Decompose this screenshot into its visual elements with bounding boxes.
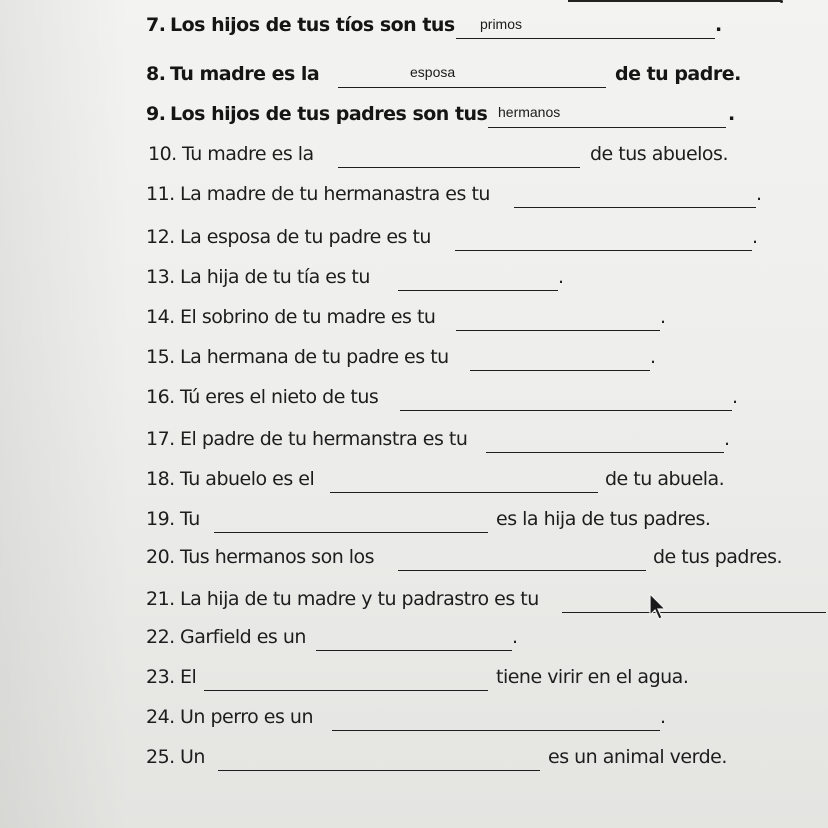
- item-period: .: [732, 386, 738, 408]
- worksheet-item: [0, 260, 828, 294]
- item-prompt: Tu abuelo es el: [180, 468, 315, 490]
- mouse-cursor-icon: [648, 593, 670, 621]
- worksheet-item: [0, 220, 828, 254]
- item-prompt: La esposa de tu padre es tu: [180, 226, 431, 248]
- item-number: 7.: [146, 14, 166, 36]
- answer-blank[interactable]: [338, 145, 580, 168]
- worksheet-item: [0, 582, 828, 616]
- item-period: .: [728, 103, 735, 125]
- answer-blank[interactable]: [456, 308, 660, 331]
- worksheet-item: [0, 177, 828, 211]
- item-prompt: El: [180, 666, 197, 688]
- item-number: 24.: [146, 706, 175, 728]
- answer-blank[interactable]: [204, 668, 488, 691]
- worksheet-item: [0, 462, 828, 496]
- item-prompt-continuation: es un animal verde.: [548, 746, 727, 768]
- handwritten-answer: hermanos: [498, 104, 561, 120]
- answer-blank[interactable]: [400, 388, 732, 411]
- worksheet-item: [0, 380, 828, 414]
- item-number: 15.: [146, 346, 175, 368]
- item-prompt: Tu madre es la: [182, 143, 314, 165]
- handwritten-answer: primos: [480, 16, 523, 32]
- item-prompt: La hermana de tu padre es tu: [180, 346, 449, 368]
- handwritten-answer: esposa: [410, 64, 456, 80]
- item-period: .: [715, 14, 722, 36]
- worksheet-item: [0, 660, 828, 694]
- item-number: 19.: [146, 508, 175, 530]
- item-prompt: La madre de tu hermanastra es tu: [180, 183, 490, 205]
- item-number: 9.: [146, 103, 166, 125]
- answer-blank[interactable]: [332, 708, 660, 731]
- answer-blank[interactable]: [514, 185, 756, 208]
- answer-blank[interactable]: [398, 548, 646, 571]
- item-prompt-continuation: de tus padres.: [653, 546, 783, 568]
- worksheet-item: [0, 137, 828, 171]
- item-prompt: Los hijos de tus padres son tus: [170, 103, 488, 125]
- item-period: .: [752, 226, 758, 248]
- answer-blank[interactable]: [486, 430, 724, 453]
- item-prompt: Tu madre es la: [170, 63, 320, 85]
- item-number: 18.: [146, 468, 175, 490]
- item-prompt: Garfield es un: [180, 626, 306, 648]
- answer-blank[interactable]: [455, 228, 752, 251]
- item-period: .: [558, 266, 564, 288]
- item-prompt: El padre de tu hermanstra es tu: [180, 428, 468, 450]
- answer-blank[interactable]: [338, 65, 606, 88]
- item-number: 10.: [148, 143, 177, 165]
- item-period: .: [724, 428, 730, 450]
- item-number: 25.: [146, 746, 175, 768]
- item-period: .: [660, 706, 666, 728]
- worksheet-item: [0, 540, 828, 574]
- worksheet-item: [0, 97, 828, 131]
- item-prompt: Un: [180, 746, 205, 768]
- item-number: 14.: [146, 306, 175, 328]
- answer-blank[interactable]: [330, 470, 598, 493]
- worksheet-item: [0, 8, 828, 42]
- worksheet-item: [0, 502, 828, 536]
- answer-blank[interactable]: [218, 748, 540, 771]
- item-period: .: [650, 346, 656, 368]
- item-prompt: La hija de tu tía es tu: [180, 266, 370, 288]
- item-number: 20.: [146, 546, 175, 568]
- previous-answer-period: [780, 0, 783, 3]
- item-number: 22.: [146, 626, 175, 648]
- item-prompt: Tú eres el nieto de tus: [180, 386, 379, 408]
- item-prompt: Un perro es un: [180, 706, 313, 728]
- previous-answer-line: [568, 0, 782, 2]
- answer-blank[interactable]: [398, 268, 558, 291]
- answer-blank[interactable]: [562, 590, 826, 613]
- answer-blank[interactable]: [214, 510, 488, 533]
- item-number: 23.: [146, 666, 175, 688]
- worksheet-item: [0, 300, 828, 334]
- item-prompt-continuation: es la hija de tus padres.: [496, 508, 711, 530]
- worksheet-item: [0, 620, 828, 654]
- item-number: 16.: [146, 386, 175, 408]
- item-period: .: [756, 183, 762, 205]
- answer-blank[interactable]: [470, 348, 650, 371]
- item-prompt: Tus hermanos son los: [180, 546, 375, 568]
- item-number: 17.: [146, 428, 175, 450]
- item-prompt-continuation: tiene virir en el agua.: [496, 666, 689, 688]
- item-period: .: [512, 626, 518, 648]
- item-number: 11.: [146, 183, 175, 205]
- worksheet-item: [0, 700, 828, 734]
- item-number: 8.: [146, 63, 166, 85]
- item-number: 12.: [146, 226, 175, 248]
- item-prompt: Los hijos de tus tíos son tus: [170, 14, 455, 36]
- item-prompt-continuation: de tus abuelos.: [590, 143, 728, 165]
- worksheet-item: [0, 422, 828, 456]
- item-prompt: Tu: [180, 508, 200, 530]
- item-prompt-continuation: de tu abuela.: [605, 468, 725, 490]
- item-number: 21.: [146, 588, 175, 610]
- item-prompt-continuation: de tu padre.: [615, 63, 741, 85]
- item-prompt: La hija de tu madre y tu padrastro es tu: [180, 588, 539, 610]
- item-prompt: El sobrino de tu madre es tu: [180, 306, 436, 328]
- item-number: 13.: [146, 266, 175, 288]
- item-period: .: [660, 306, 666, 328]
- worksheet-item: [0, 340, 828, 374]
- worksheet-item: [0, 57, 828, 91]
- worksheet-item: [0, 740, 828, 774]
- answer-blank[interactable]: [316, 628, 512, 651]
